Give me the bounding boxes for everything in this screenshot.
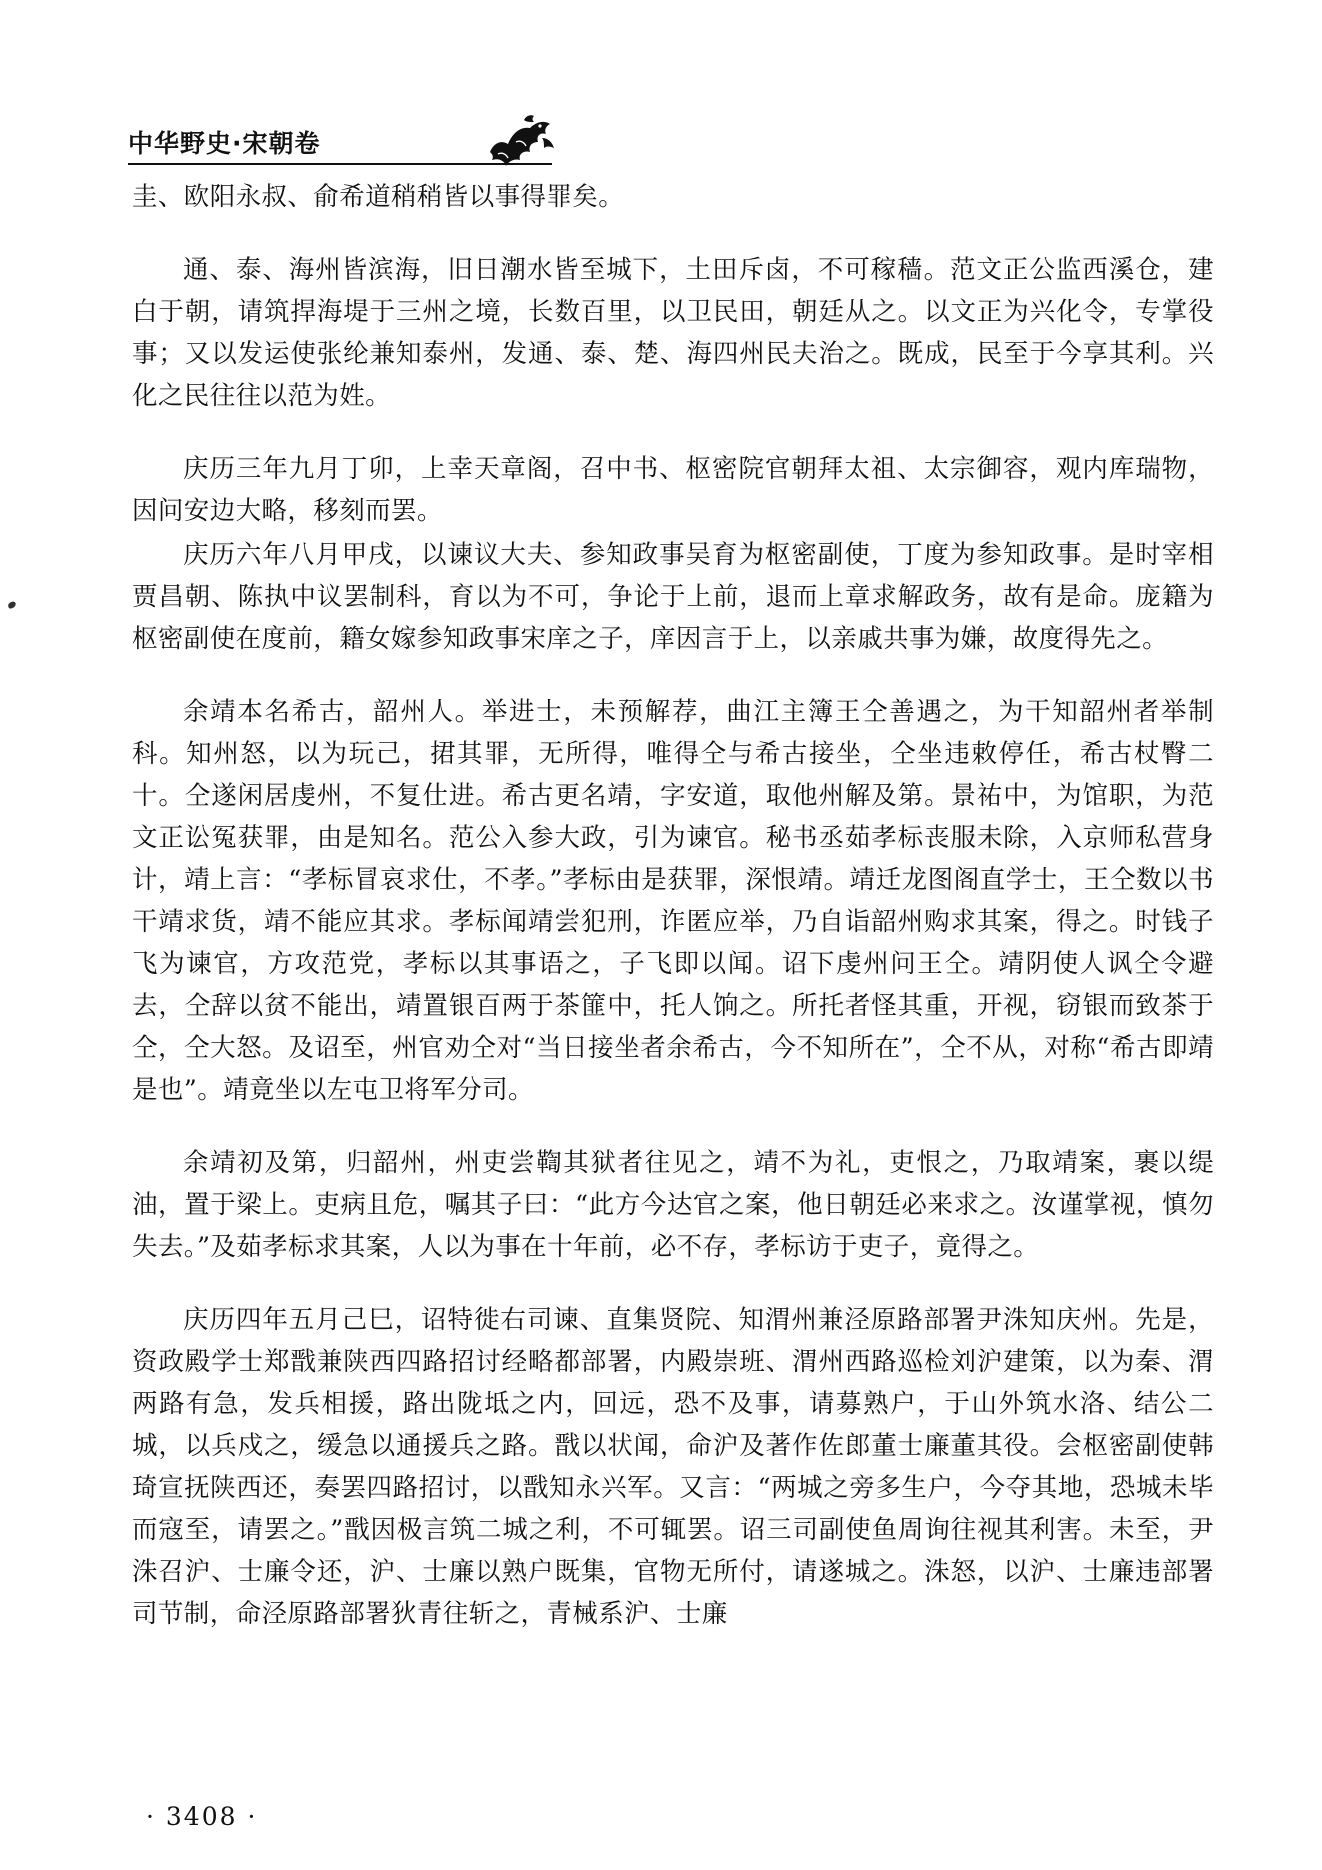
paragraph-continued: 圭、欧阳永叔、俞希道稍稍皆以事得罪矣。: [132, 182, 625, 212]
scan-speck: [7, 601, 17, 609]
body-text: [132, 176, 1214, 1635]
paragraph-tianzhang-pavilion: 庆历三年九月丁卯，上幸天章阁，召中书、枢密院官朝拜太祖、太宗御容，观内库瑞物，因问安边大略，移刻而罢。: [132, 454, 1214, 526]
header-rule: [128, 163, 552, 165]
book-title: 中华野史·宋朝卷: [128, 129, 321, 158]
page-number: · 3408 ·: [146, 1802, 258, 1831]
running-header: [128, 112, 556, 164]
paragraph-wu-yu-appointment: 庆历六年八月甲戌，以谏议大夫、参知政事吴育为枢密副使，丁度为参知政事。是时宰相贾昌朝、陈执中议罢制科，育以为不可，争论于上前，退而上章求解政务，故有是命。庞籍为枢密副使在度前，籍女嫁参知政事宋庠之子，庠因言于上，以亲戚共事为嫌，故度得先之。: [132, 540, 1214, 654]
paragraph-sea-embankment: 通、泰、海州皆滨海，旧日潮水皆至城下，土田斥卤，不可稼穑。范文正公监西溪仓，建白于朝，请筑捍海堤于三州之境，长数百里，以卫民田，朝廷从之。以文正为兴化令，专掌役事；又以发运使张纶兼知泰州，发通、泰、楚、海四州民夫治之。既成，民至于今享其利。兴化之民往往以范为姓。: [132, 255, 1214, 411]
paragraph-yu-jing-case-file: 余靖初及第，归韶州，州吏尝鞫其狱者往见之，靖不为礼，吏恨之，乃取靖案，裹以缇油，置于梁上。吏病且危，嘱其子曰：“此方今达官之案，他日朝廷必来求之。汝谨掌视，慎勿失去。”及茹孝标求其案，人以为事在十年前，必不存，孝标访于吏子，竟得之。: [132, 1148, 1214, 1262]
paragraph-yu-jing-biography: 余靖本名希古，韶州人。举进士，未预解荐，曲江主簿王仝善遇之，为干知韶州者举制科。知州怒，以为玩己，捃其罪，无所得，唯得仝与希古接坐，仝坐违敕停任，希古杖臀二十。仝遂闲居虔州，不复仕进。希古更名靖，字安道，取他州解及第。景祐中，为馆职，为范文正讼冤获罪，由是知名。范公入参大政，引为谏官。秘书丞茹孝标丧服未除，入京师私营身计，靖上言：“孝标冒哀求仕，不孝。”孝标由是获罪，深恨靖。靖迁龙图阁直学士，王仝数以书干靖求货，靖不能应其求。孝标闻靖尝犯刑，诈匿应举，乃自诣韶州购求其案，得之。时钱子飞为谏官，方攻范党，孝标以其事语之，子飞即以闻。诏下虔州问王仝。靖阴使人讽仝令避去，仝辞以贫不能出，靖置银百两于茶篚中，托人饷之。所托者怪其重，开视，窃银而致茶于仝，仝大怒。及诏至，州官劝仝对“当日接坐者余希古，今不知所在”，仝不从，对称“希古即靖是也”。靖竟坐以左屯卫将军分司。: [132, 697, 1214, 1105]
paragraph-yin-zhu-qingzhou: 庆历四年五月己巳，诏特徙右司谏、直集贤院、知渭州兼泾原路部署尹洙知庆州。先是，资政殿学士郑戬兼陕西四路招讨经略都部署，内殿崇班、渭州西路巡检刘沪建策，以为秦、渭两路有急，发兵相援，路出陇坻之内，回远，恐不及事，请募熟户，于山外筑水洛、结公二城，以兵戍之，缓急以通援兵之路。戬以状闻，命沪及著作佐郎董士廉董其役。会枢密副使韩琦宣抚陕西还，奏罢四路招讨，以戬知永兴军。又言：“两城之旁多生户，今夺其地，恐城未毕而寇至，请罢之。”戬因极言筑二城之利，不可辄罢。诏三司副使鱼周询往视其利害。未至，尹洙召沪、士廉令还，沪、士廉以熟户既集，官物无所付，请遂城之。洙怒，以沪、士廉违部署司节制，命泾原路部署狄青往斩之，青械系沪、士廉: [132, 1305, 1214, 1629]
dragon-emblem-icon: [484, 112, 556, 166]
